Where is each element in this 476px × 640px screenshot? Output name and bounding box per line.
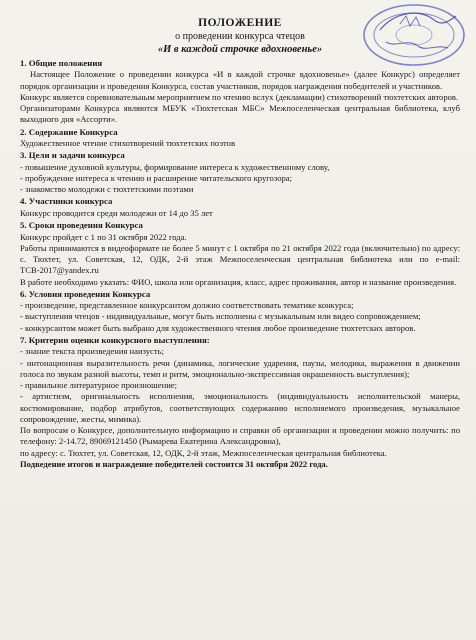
list-item: - выступления чтецов - индивидуальные, могут быть исполнены с музыкальным или видео сопровождением; [20,311,421,322]
section-heading: 7. Критерии оценки конкурсного выступления: [20,334,210,345]
paragraph: Конкурс проводится среди молодежи от 14 до 35 лет [20,207,213,218]
closing-paragraph: Подведение итогов и награждение победителей состоится 31 октября 2022 года. [20,458,328,469]
paragraph: Работы принимаются в видеоформате не более 5 минут с 1 октября по 21 октября 2022 года (включительно) по адресу: с. Тюхтет, ул. Советская, 12, ОДК, 2-й этаж Межпоселенческая центральная библиотека или по e-mail: ТСВ-2017@yandex.ru [20,242,460,276]
list-item: - артистизм, оригинальность исполнения, эмоциональность (индивидуальность исполнительской манеры, костюмирование, подбор атрибутов, соответствующих содержанию исполняемого произведения, музыкальное сопровождение, жесты, мимика). [20,391,460,424]
library-stamp [360,2,468,68]
list-item: - повышение духовной культуры, формирование интереса к художественному слову, [20,161,330,172]
section-heading: 3. Цели и задачи конкурса [20,150,125,161]
address-paragraph: по адресу: с. Тюхтет, ул. Советская, 12, ОДК, 2-й этаж, Межпоселенческая центральная библиотека. [20,447,387,458]
contest-name: «И в каждой строчке вдохновенье» [157,44,323,55]
paragraph: В работе необходимо указать: ФИО, школа или организация, класс, адрес проживания, автор и название произведения. [20,276,457,287]
contacts-paragraph: По вопросам о Конкурсе, дополнительную информацию и справки об организации и проведении можно получить: по телефону: 2-14.72, 89069121450 (Рымарева Екатерина Александровна), [20,425,460,447]
paragraph: Организаторами Конкурса являются МБУК «Тюхтетская МБС» Межпоселенческая центральная библиотека, клуб выходного дня «Ассорти». [20,103,460,125]
list-item: - пробуждение интереса к чтению и расширение читательского кругозора; [20,172,292,183]
paragraph: Художественное чтение стихотворений тюхтетских поэтов [20,138,236,149]
list-item: - правильное литературное произношение; [20,380,178,391]
paragraph: Конкурс является соревновательным мероприятием по чтению вслух (декламации) стихотворений тюхтетских авторов. [20,91,459,102]
list-item: - знание текста произведения наизусть; [20,346,164,357]
list-item: - произведение, представленное конкурсантом должно соответствовать тематике конкурса; [20,300,354,311]
list-item: - интонационная выразительность речи (динамика, логические ударения, паузы, мелодика, выражения в движении голоса по звукам разной высоты, темп и ритм, эмоционально-экспрессивная окрашенность выступления); [20,357,460,379]
document-subtitle: о проведении конкурса чтецов [175,31,305,42]
document-body [20,58,460,470]
paragraph: Настоящее Положение о проведении конкурса «И в каждой строчке вдохновенье» (далее Конкурс) определяет порядок организации и проведения Конкурса, состав участников, порядок награждения победителей и участников. [20,69,460,91]
section-heading: 5. Сроки проведения Конкурса [20,220,143,231]
list-item: - конкурсантом может быть выбрано для художественного чтения любое произведение тюхтетских авторов. [20,322,416,333]
section-heading: 1. Общие положения [20,58,103,68]
section-heading: 4. Участники конкурса [20,196,113,207]
section-heading: 2. Содержание Конкурса [20,126,118,137]
list-item: - знакомство молодежи с тюхтетскими поэтами [20,184,194,195]
section-heading: 6. Условия проведения Конкурса [20,288,151,299]
paragraph: Конкурс пройдет с 1 по 31 октября 2022 года. [20,231,187,242]
document-title: ПОЛОЖЕНИЕ [198,17,282,29]
